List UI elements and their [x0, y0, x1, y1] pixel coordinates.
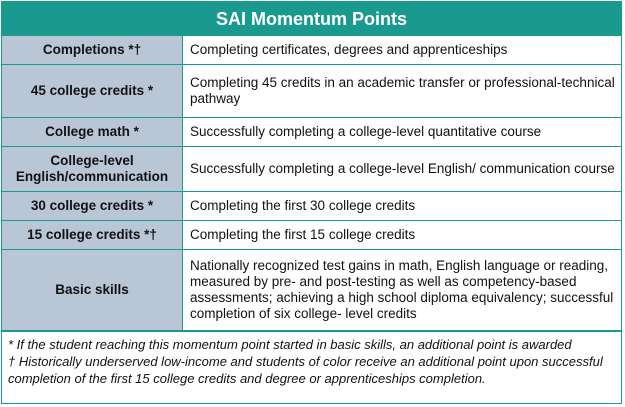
row-description: Nationally recognized test gains in math, English language or reading, measured by pre- and post-testing as well as competency-based assessments; achieving a high school diploma equivalency; successful completion of six college- level credits [183, 250, 622, 331]
row-label: 15 college credits *† [2, 221, 183, 250]
footnote-dagger: † Historically underserved low-income and students of color receive an additional point upon successful completion of the first 15 college credits and degree or apprenticeships completion. [8, 354, 603, 386]
row-label: Basic skills [2, 250, 183, 331]
row-label: College-level English/communication [2, 147, 183, 192]
row-label: 30 college credits * [2, 192, 183, 221]
table-row [2, 221, 621, 250]
row-label: College math * [2, 118, 183, 147]
table-row [2, 36, 621, 65]
row-description: Completing certificates, degrees and apprenticeships [183, 36, 622, 65]
table-row [2, 65, 621, 118]
row-label: Completions *† [2, 36, 183, 65]
table-row [2, 147, 621, 192]
table-row [2, 118, 621, 147]
row-description: Completing the first 15 college credits [183, 221, 622, 250]
footnotes [2, 331, 621, 387]
row-description: Successfully completing a college-level English/ communication course [183, 147, 622, 192]
row-description: Completing 45 credits in an academic transfer or professional-technical pathway [183, 65, 622, 118]
row-description: Successfully completing a college-level quantitative course [183, 118, 622, 147]
momentum-points-table [2, 36, 621, 331]
row-description: Completing the first 30 college credits [183, 192, 622, 221]
table-row [2, 192, 621, 221]
footnote-asterisk: * If the student reaching this momentum point started in basic skills, an additional point is awarded [8, 337, 572, 352]
table-row [2, 250, 621, 331]
table-title: SAI Momentum Points [2, 2, 621, 36]
momentum-points-table-frame [1, 1, 622, 404]
row-label: 45 college credits * [2, 65, 183, 118]
